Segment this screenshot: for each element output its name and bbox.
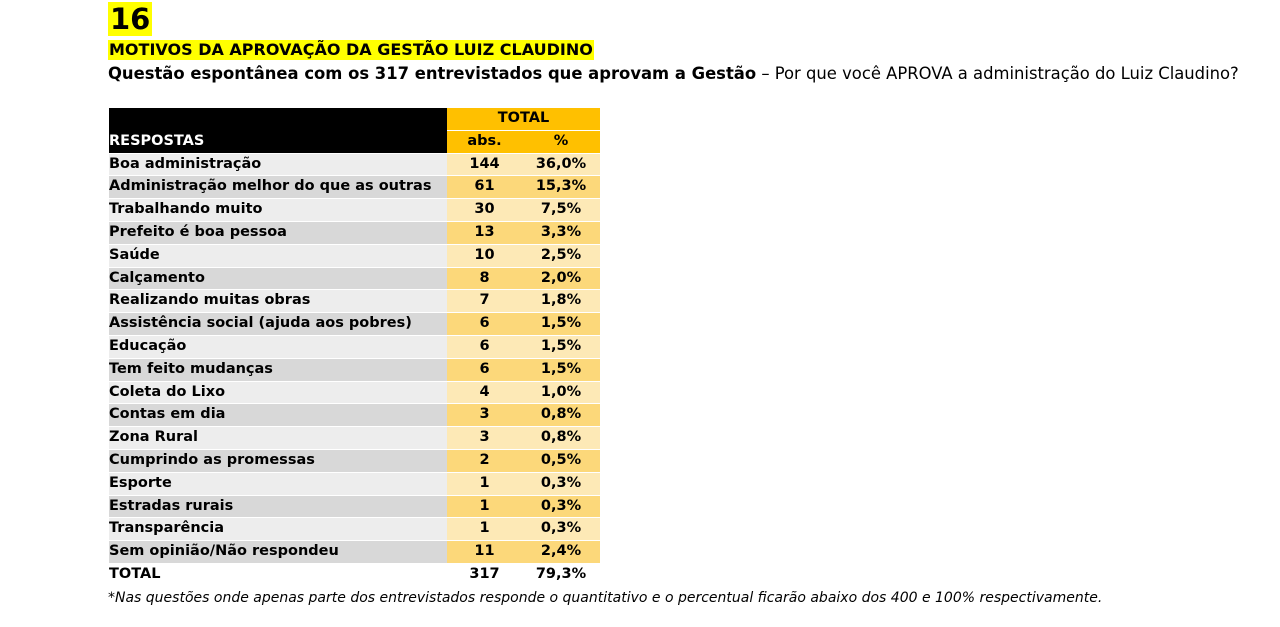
row-abs-value: 3 [447, 404, 522, 427]
table-row [109, 290, 600, 313]
row-abs-value: 10 [447, 244, 522, 267]
column-header-abs: abs. [447, 130, 522, 153]
table-row [109, 541, 600, 564]
row-pct-value: 1,5% [522, 313, 600, 336]
row-label: Boa administração [109, 153, 447, 176]
table-row [109, 404, 600, 427]
row-pct-value: 0,3% [522, 518, 600, 541]
total-abs-value: 317 [447, 563, 522, 586]
row-abs-value: 144 [447, 153, 522, 176]
table-row [109, 518, 600, 541]
row-abs-value: 4 [447, 381, 522, 404]
row-pct-value: 2,0% [522, 267, 600, 290]
row-pct-value: 0,8% [522, 427, 600, 450]
column-group-total: TOTAL [447, 108, 600, 130]
row-abs-value: 30 [447, 199, 522, 222]
row-abs-value: 6 [447, 358, 522, 381]
row-label: Administração melhor do que as outras [109, 176, 447, 199]
row-abs-value: 1 [447, 495, 522, 518]
question-rest: – Por que você APROVA a administração do Luiz Claudino? [756, 64, 1239, 83]
table-row [109, 427, 600, 450]
question-text [108, 64, 1239, 84]
table-total-row [109, 563, 600, 586]
total-label: TOTAL [109, 563, 447, 586]
row-label: Tem feito mudanças [109, 358, 447, 381]
table-row [109, 244, 600, 267]
row-abs-value: 13 [447, 221, 522, 244]
row-pct-value: 3,3% [522, 221, 600, 244]
table-body [109, 153, 600, 586]
footnote: *Nas questões onde apenas parte dos entrevistados responde o quantitativo e o percentual ficarão abaixo dos 400 e 100% respectivamente. [108, 590, 1103, 606]
row-label: Saúde [109, 244, 447, 267]
table-group-header-row [109, 108, 600, 130]
row-pct-value: 0,8% [522, 404, 600, 427]
row-label: Esporte [109, 472, 447, 495]
row-abs-value: 6 [447, 335, 522, 358]
row-label: Realizando muitas obras [109, 290, 447, 313]
row-pct-value: 0,3% [522, 472, 600, 495]
row-pct-value: 0,5% [522, 449, 600, 472]
row-pct-value: 7,5% [522, 199, 600, 222]
row-label: Coleta do Lixo [109, 381, 447, 404]
row-label: Trabalhando muito [109, 199, 447, 222]
question-bold: Questão espontânea com os 317 entrevistados que aprovam a Gestão [108, 64, 757, 83]
row-label: Calçamento [109, 267, 447, 290]
row-abs-value: 2 [447, 449, 522, 472]
row-label: Prefeito é boa pessoa [109, 221, 447, 244]
row-label: Sem opinião/Não respondeu [109, 541, 447, 564]
column-header-respostas: RESPOSTAS [109, 108, 447, 153]
row-pct-value: 2,5% [522, 244, 600, 267]
row-abs-value: 11 [447, 541, 522, 564]
table-row [109, 153, 600, 176]
results-table [109, 108, 600, 587]
table-row [109, 221, 600, 244]
row-label: Cumprindo as promessas [109, 449, 447, 472]
row-abs-value: 6 [447, 313, 522, 336]
row-label: Assistência social (ajuda aos pobres) [109, 313, 447, 336]
total-pct-value: 79,3% [522, 563, 600, 586]
table-row [109, 449, 600, 472]
row-pct-value: 1,8% [522, 290, 600, 313]
row-pct-value: 1,0% [522, 381, 600, 404]
row-pct-value: 1,5% [522, 335, 600, 358]
row-label: Transparência [109, 518, 447, 541]
row-pct-value: 0,3% [522, 495, 600, 518]
page-number: 16 [110, 2, 151, 36]
table-row [109, 472, 600, 495]
table-row [109, 495, 600, 518]
row-pct-value: 2,4% [522, 541, 600, 564]
row-pct-value: 1,5% [522, 358, 600, 381]
row-abs-value: 1 [447, 472, 522, 495]
section-title: MOTIVOS DA APROVAÇÃO DA GESTÃO LUIZ CLAUDINO [109, 40, 593, 59]
row-abs-value: 3 [447, 427, 522, 450]
table-row [109, 176, 600, 199]
row-pct-value: 36,0% [522, 153, 600, 176]
table-row [109, 199, 600, 222]
row-label: Zona Rural [109, 427, 447, 450]
row-label: Educação [109, 335, 447, 358]
table-row [109, 358, 600, 381]
table-row [109, 335, 600, 358]
row-pct-value: 15,3% [522, 176, 600, 199]
row-label: Contas em dia [109, 404, 447, 427]
row-abs-value: 8 [447, 267, 522, 290]
row-abs-value: 61 [447, 176, 522, 199]
column-header-pct: % [522, 130, 600, 153]
row-abs-value: 1 [447, 518, 522, 541]
row-label: Estradas rurais [109, 495, 447, 518]
table-row [109, 381, 600, 404]
row-abs-value: 7 [447, 290, 522, 313]
table-row [109, 267, 600, 290]
table-row [109, 313, 600, 336]
